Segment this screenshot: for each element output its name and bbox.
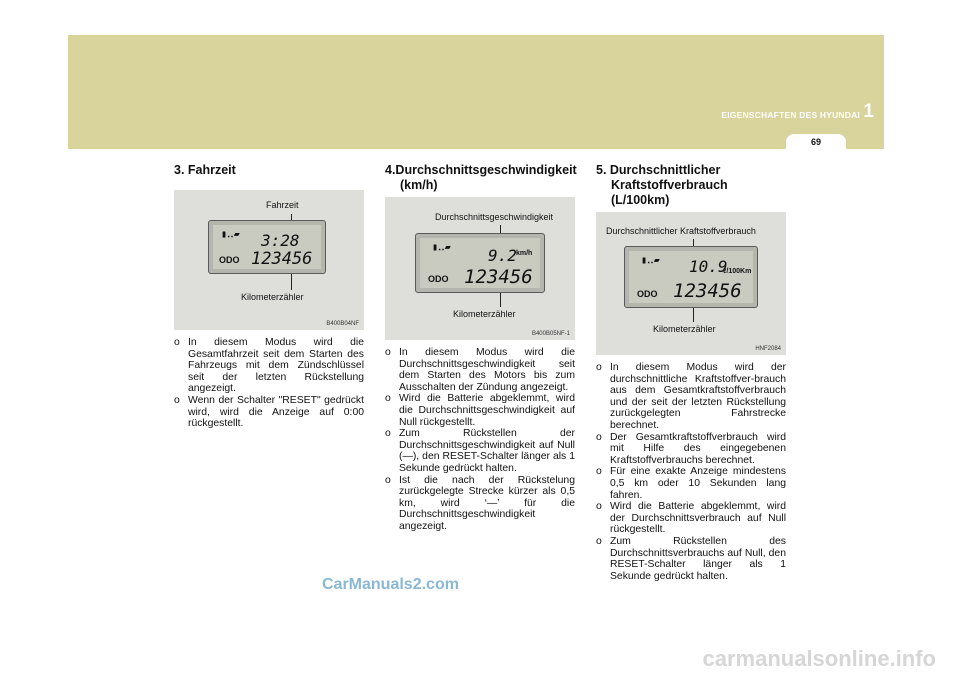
lcd-display xyxy=(415,233,545,293)
figure-top-label: Durchschnittsgeschwindigkeit xyxy=(435,212,554,222)
list-item: o In diesem Modus wird die Gesamtfahrzeit seit dem Starten des Fahrzeugs mit dem Zündschlüssel seit der letzten Rückstellung angezeigt. xyxy=(174,337,364,395)
display-figure xyxy=(596,212,786,355)
list-item: o Zum Rückstellen der Durchschnittsgeschwindigkeit auf Null (—), den RESET-Schalter länger als 1 Sekunde gedrückt halten. xyxy=(385,428,575,474)
watermark-link[interactable]: CarManuals2.com xyxy=(322,576,459,593)
figure-bottom-label: Kilometerzähler xyxy=(241,292,304,302)
figure-code: B400B04NF xyxy=(326,321,359,327)
list-item: o In diesem Modus wird die Durchschnittsgeschwindigkeit seit dem Starten des Motors bis zum Ausschalten der Zündung angezeigt. xyxy=(385,347,575,393)
lcd-odo-value: 123456 xyxy=(673,280,742,302)
chapter-number: 1 xyxy=(863,101,874,122)
list-item: o Der Gesamtkraftstoffverbrauch wird mit Hilfe des eingegebenen Kraftstoffverbrauchs berechnet. xyxy=(596,431,786,466)
list-item: o Wird die Batterie abgeklemmt, wird die Durchschnittsgeschwindigkeit auf Null rückgestellt. xyxy=(385,393,575,428)
odo-label: ODO xyxy=(637,289,658,299)
list-item: o Zum Rückstellen des Durchschnittsverbrauchs auf Null, den RESET-Schalter länger als 1 Sekunde gedrückt halten. xyxy=(596,535,786,582)
section-average-speed xyxy=(385,163,575,533)
list-item: o Für eine exakte Anzeige mindestens 0,5 km oder 10 Sekunden lang fahren. xyxy=(596,466,786,501)
section-average-fuel-consumption xyxy=(596,163,786,582)
header-band xyxy=(68,35,884,149)
bullet-list xyxy=(596,362,786,582)
page-number: 69 xyxy=(810,137,821,147)
list-item: o Ist die nach der Rückstelung zurückgelegte Strecke kürzer als 0,5 km, wird ‘—’ für die Durchschnittsgeschwindigkeit angezeigt. xyxy=(385,474,575,532)
car-battery-icon: ▮‥▰ xyxy=(432,242,451,253)
figure-top-label: Durchschnittlicher Kraftstoffverbrauch xyxy=(606,226,756,236)
section-driving-time xyxy=(174,163,364,430)
bullet-list xyxy=(174,337,364,430)
footer-link[interactable]: carmanualsonline.info xyxy=(702,646,936,671)
car-battery-icon: ▮‥▰ xyxy=(221,229,240,240)
figure-top-label: Fahrzeit xyxy=(266,200,299,210)
section-title: 5. Durchschnittlicher Kraftstoffverbrauch (L/100km) xyxy=(596,163,728,207)
list-item: o Wenn der Schalter "RESET" gedrückt wird, wird die Anzeige auf 0:00 rückgestellt. xyxy=(174,394,364,430)
figure-bottom-label: Kilometerzähler xyxy=(453,309,516,319)
lcd-main-value: 3:28 xyxy=(261,231,300,250)
lcd-unit: ℓ/100Km xyxy=(723,268,752,275)
figure-code: HNF2084 xyxy=(755,346,781,352)
figure-code: B400B05NF-1 xyxy=(531,331,570,337)
figure-bottom-label: Kilometerzähler xyxy=(653,324,716,334)
section-title: 3. Fahrzeit xyxy=(174,163,236,177)
lcd-main-value: 9.2 xyxy=(488,246,517,265)
odo-label: ODO xyxy=(219,255,240,265)
car-battery-icon: ▮‥▰ xyxy=(641,255,660,266)
section-title: 4.Durchschnittsgeschwindigkeit (km/h) xyxy=(385,163,577,192)
display-figure xyxy=(385,197,575,340)
bullet-list xyxy=(385,347,575,533)
lcd-display xyxy=(208,220,326,274)
lcd-unit: km/h xyxy=(516,250,533,257)
list-item: o In diesem Modus wird der durchschnittliche Kraftstoffver-brauch aus dem Gesamtkraftstoffverbrauch und der seit der letzten Rückstellung zurückgelegten Fahrstrecke berechnet. xyxy=(596,362,786,431)
lcd-main-value: 10.9 xyxy=(689,257,728,276)
odo-label: ODO xyxy=(428,274,449,284)
lcd-display xyxy=(624,246,758,308)
lcd-odo-value: 123456 xyxy=(251,249,313,269)
lcd-odo-value: 123456 xyxy=(464,266,533,288)
list-item: o Wird die Batterie abgeklemmt, wird der Durchschnittsverbrauch auf Null rückgestellt. xyxy=(596,501,786,536)
chapter-title: EIGENSCHAFTEN DES HYUNDAI xyxy=(721,110,860,120)
display-figure xyxy=(174,190,364,330)
